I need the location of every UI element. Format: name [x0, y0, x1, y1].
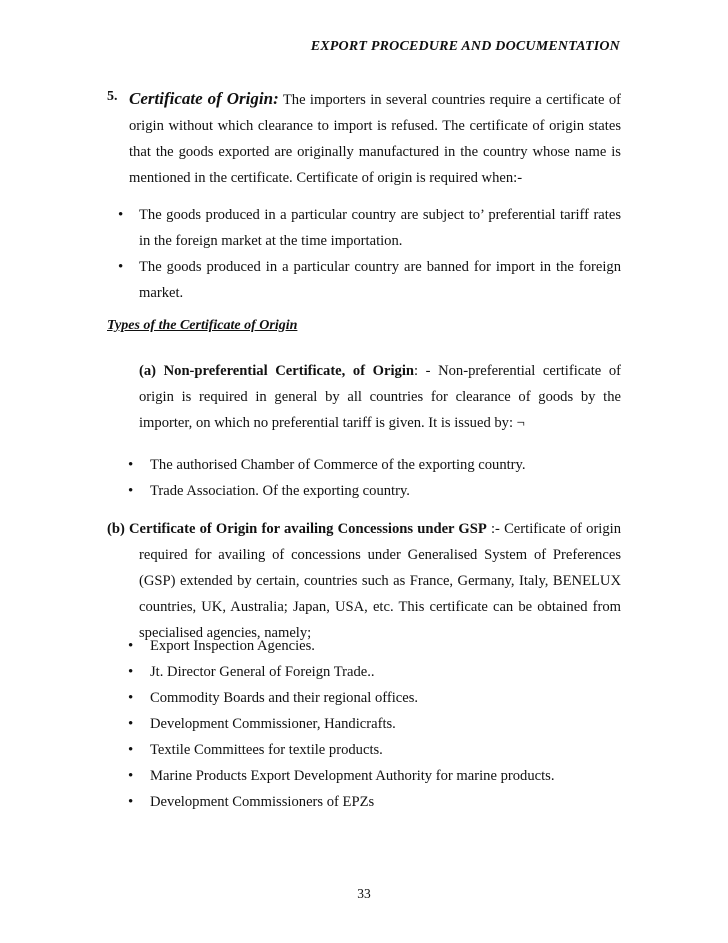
bullet-icon: • — [128, 742, 134, 758]
bullet-icon: • — [118, 259, 124, 275]
bullet-icon: • — [118, 207, 124, 223]
section-5-heading: Certificate of Origin: — [129, 89, 279, 108]
list-item: • Textile Committees for textile products. — [128, 737, 618, 763]
page-number: 33 — [357, 886, 371, 901]
type-a-label: (a) Non-preferential Certificate, of Origin — [139, 363, 414, 379]
bullet-icon: • — [128, 690, 134, 706]
bullet-icon: • — [128, 457, 134, 473]
list-item: • Commodity Boards and their regional offices. — [128, 685, 618, 711]
bullet-icon: • — [128, 794, 134, 810]
type-a-text: : - Non-preferential certificate of origin is required in general by all countries for clearance of goods by the importer, on which no preferential tariff is given. It is issued by: ¬ — [139, 363, 621, 431]
bullet-icon: • — [128, 768, 134, 784]
type-b-paragraph — [107, 516, 621, 646]
list-item: • Export Inspection Agencies. — [128, 633, 618, 659]
bullet-icon: • — [128, 483, 134, 499]
running-header: EXPORT PROCEDURE AND DOCUMENTATION — [310, 39, 620, 54]
list-item: • Marine Products Export Development Authority for marine products. — [128, 763, 618, 789]
list-item: • Jt. Director General of Foreign Trade.. — [128, 659, 618, 685]
list-item: • The goods produced in a particular country are banned for import in the foreign market. — [118, 254, 621, 306]
type-b-agencies-list — [128, 633, 618, 815]
type-a-paragraph — [107, 358, 621, 436]
list-item: • Development Commissioners of EPZs — [128, 789, 618, 815]
type-b-text: :- Certificate of origin required for availing of concessions under Generalised System of Preferences (GSP) extended by certain, countries such as France, Germany, Italy, BENELUX countries, UK, Australia; Japan, USA, etc. This certificate can be obtained from specialised agencies, namely; — [139, 521, 622, 641]
section-5-paragraph — [129, 86, 621, 191]
types-heading: Types of the Certificate of Origin — [107, 318, 298, 333]
type-a-issuers-list — [128, 452, 618, 504]
list-item: • Trade Association. Of the exporting country. — [128, 478, 618, 504]
conditions-list — [118, 202, 621, 306]
type-b-label: (b) Certificate of Origin for availing Concessions under GSP — [107, 521, 487, 537]
list-item: • The authorised Chamber of Commerce of the exporting country. — [128, 452, 618, 478]
bullet-icon: • — [128, 716, 134, 732]
section-5-text: The importers in several countries require a certificate of origin without which clearance to import is refused. The certificate of origin states that the goods exported are originally manufactured in the country whose name is mentioned in the certificate. Certificate of origin is required when:- — [129, 92, 621, 186]
list-item: • The goods produced in a particular country are subject to’ preferential tariff rates in the foreign market at the time importation. — [118, 202, 621, 254]
bullet-icon: • — [128, 638, 134, 654]
list-item: • Development Commissioner, Handicrafts. — [128, 711, 618, 737]
bullet-icon: • — [128, 664, 134, 680]
section-number: 5. — [107, 89, 118, 104]
